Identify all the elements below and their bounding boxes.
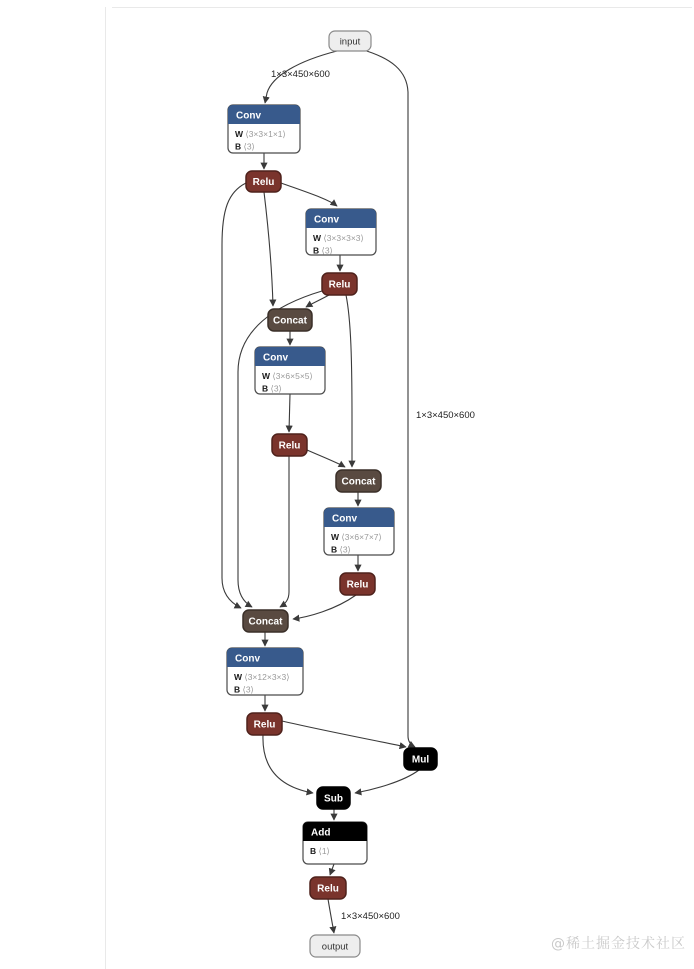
conv3-title: Conv bbox=[263, 352, 288, 364]
conv3-attr-B: B ⟨3⟩ bbox=[262, 383, 282, 394]
conv3-attr-W: W ⟨3×6×5×5⟩ bbox=[262, 371, 313, 381]
conv4-attr-W: W ⟨3×6×7×7⟩ bbox=[331, 532, 382, 542]
node-input[interactable] bbox=[329, 31, 371, 51]
conv5-title: Conv bbox=[235, 653, 260, 665]
node-relu1[interactable] bbox=[246, 171, 281, 192]
concat2-label: Concat bbox=[341, 476, 376, 488]
edge-add-relu6 bbox=[330, 864, 334, 875]
node-conv5[interactable] bbox=[227, 648, 303, 695]
edge-relu2-concat2 bbox=[346, 295, 352, 467]
node-output[interactable] bbox=[310, 935, 360, 957]
conv5-attr-W: W ⟨3×12×3×3⟩ bbox=[234, 672, 290, 682]
conv5-attr-B: B ⟨3⟩ bbox=[234, 684, 254, 695]
edge-conv3-relu3 bbox=[289, 394, 290, 432]
edge-input-mul bbox=[360, 49, 415, 747]
relu2-label: Relu bbox=[328, 279, 351, 291]
tensor-shape-label: 1×3×450×600 bbox=[341, 911, 400, 922]
add-title: Add bbox=[311, 827, 331, 839]
edge-relu5-sub bbox=[263, 735, 313, 793]
sub-label: Sub bbox=[324, 793, 343, 805]
node-add[interactable] bbox=[303, 822, 367, 864]
node-conv1[interactable] bbox=[228, 105, 300, 153]
add-attr-B: B ⟨1⟩ bbox=[310, 846, 330, 856]
concat3-label: Concat bbox=[248, 616, 283, 628]
node-concat1[interactable] bbox=[268, 309, 312, 331]
conv2-attr-B: B ⟨3⟩ bbox=[313, 245, 333, 256]
node-conv2[interactable] bbox=[306, 209, 376, 256]
relu5-label: Relu bbox=[253, 719, 276, 731]
conv2-attr-W: W ⟨3×3×3×3⟩ bbox=[313, 233, 364, 243]
node-relu3[interactable] bbox=[272, 434, 307, 456]
conv4-title: Conv bbox=[332, 513, 357, 525]
conv4-attr-B: B ⟨3⟩ bbox=[331, 544, 351, 555]
input-label: input bbox=[339, 36, 361, 48]
node-conv4[interactable] bbox=[324, 508, 394, 555]
node-relu5[interactable] bbox=[247, 713, 282, 735]
edge-relu2-concat1 bbox=[306, 295, 329, 307]
tensor-shape-label: 1×3×450×600 bbox=[271, 69, 330, 80]
edge-relu3-concat2 bbox=[307, 450, 345, 467]
node-relu2[interactable] bbox=[322, 273, 357, 295]
node-sub[interactable] bbox=[317, 787, 350, 809]
conv1-title: Conv bbox=[236, 110, 261, 122]
node-relu6[interactable] bbox=[310, 877, 346, 899]
edge-relu1-conv2 bbox=[281, 183, 337, 206]
relu1-label: Relu bbox=[252, 177, 275, 188]
edge-relu1-concat3 bbox=[222, 183, 246, 608]
edge-relu4-concat3 bbox=[293, 595, 356, 619]
relu3-label: Relu bbox=[278, 440, 301, 452]
relu6-label: Relu bbox=[317, 883, 339, 895]
relu4-label: Relu bbox=[346, 579, 369, 591]
watermark: @稀土掘金技术社区 bbox=[551, 936, 686, 952]
tensor-shape-label: 1×3×450×600 bbox=[416, 410, 475, 421]
node-concat2[interactable] bbox=[336, 470, 381, 492]
edge-relu5-mul bbox=[282, 721, 406, 747]
concat1-label: Concat bbox=[273, 315, 307, 327]
edge-relu1-concat1 bbox=[264, 192, 273, 306]
conv1-attr-W: W ⟨3×3×1×1⟩ bbox=[235, 129, 286, 139]
node-concat3[interactable] bbox=[243, 610, 288, 632]
node-relu4[interactable] bbox=[340, 573, 375, 595]
edge-relu3-concat3 bbox=[280, 456, 289, 607]
conv1-attr-B: B ⟨3⟩ bbox=[235, 141, 255, 152]
edge-mul-sub bbox=[355, 770, 419, 793]
conv2-title: Conv bbox=[314, 214, 339, 226]
mul-label: Mul bbox=[411, 754, 430, 766]
node-conv3[interactable] bbox=[255, 347, 325, 394]
edge-relu6-output bbox=[328, 899, 334, 933]
output-label: output bbox=[321, 941, 349, 953]
node-mul[interactable] bbox=[404, 748, 437, 770]
